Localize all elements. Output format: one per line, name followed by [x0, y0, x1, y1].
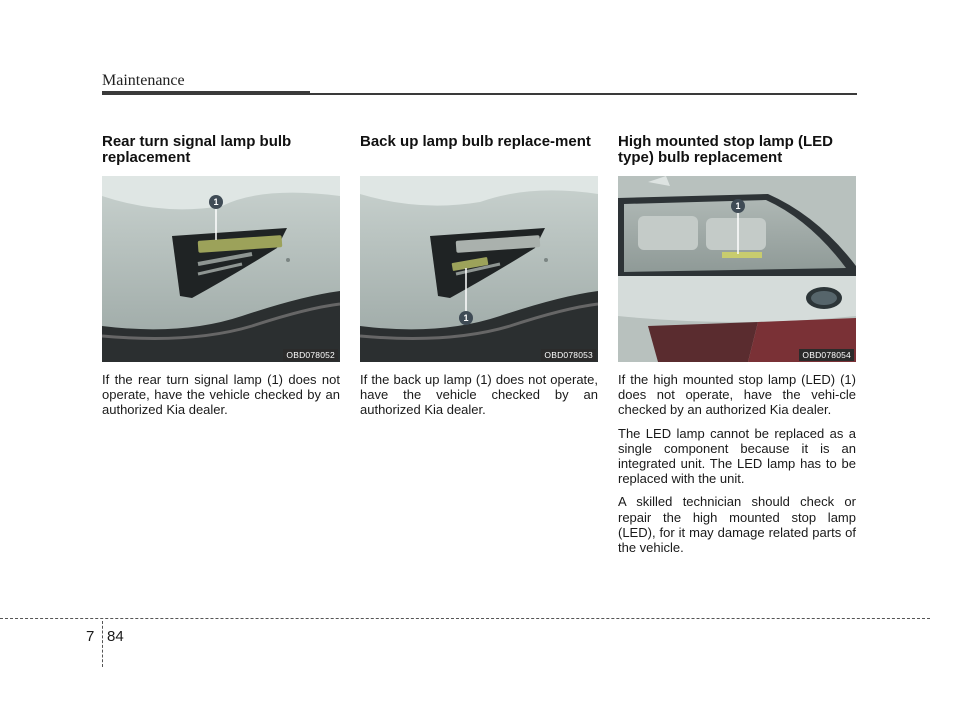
page-number: 84	[107, 628, 124, 645]
header-rule-thick	[102, 91, 310, 95]
section-paragraph: If the high mounted stop lamp (LED) (1) does not operate, have the vehi-cle checked by an authorized Kia dealer.	[618, 372, 856, 418]
footer-vertical-rule	[102, 621, 103, 667]
chapter-number: 7	[86, 628, 95, 645]
figure-code: OBD078052	[283, 349, 338, 361]
section-title: Rear turn signal lamp bulb replacement	[102, 133, 292, 166]
figure-code: OBD078053	[541, 349, 596, 361]
section-high-mounted-stop-lamp	[618, 134, 856, 555]
section-paragraph: A skilled technician should check or repair the high mounted stop lamp (LED), for it may damage related parts of the vehicle.	[618, 494, 856, 556]
rear-bumper-illustration	[102, 176, 340, 362]
high-mounted-stop-lamp-figure	[618, 176, 856, 362]
callout-label: 1	[463, 313, 469, 323]
rear-bumper-illustration	[360, 176, 598, 362]
back-up-lamp-figure	[360, 176, 598, 362]
header-rule-thin	[310, 93, 857, 95]
figure-code: OBD078054	[799, 349, 854, 361]
rear-window-illustration	[618, 176, 856, 362]
section-back-up-lamp	[360, 134, 598, 418]
callout-label: 1	[735, 201, 741, 211]
section-paragraph: If the back up lamp (1) does not operate, have the vehicle checked by an authorized Kia dealer.	[360, 372, 598, 418]
footer-rule	[0, 618, 930, 619]
section-title: High mounted stop lamp (LED type) bulb replacement	[618, 133, 833, 166]
page-header-title: Maintenance	[102, 72, 185, 89]
section-paragraph: The LED lamp cannot be replaced as a single component because it is an integrated unit. The LED lamp has to be replaced with the unit.	[618, 425, 856, 487]
section-title: Back up lamp bulb replace-ment	[360, 133, 591, 150]
section-paragraph: If the rear turn signal lamp (1) does not operate, have the vehicle checked by an authorized Kia dealer.	[102, 372, 340, 418]
rear-turn-signal-figure	[102, 176, 340, 362]
section-rear-turn-signal	[102, 134, 340, 418]
callout-label: 1	[213, 197, 219, 207]
